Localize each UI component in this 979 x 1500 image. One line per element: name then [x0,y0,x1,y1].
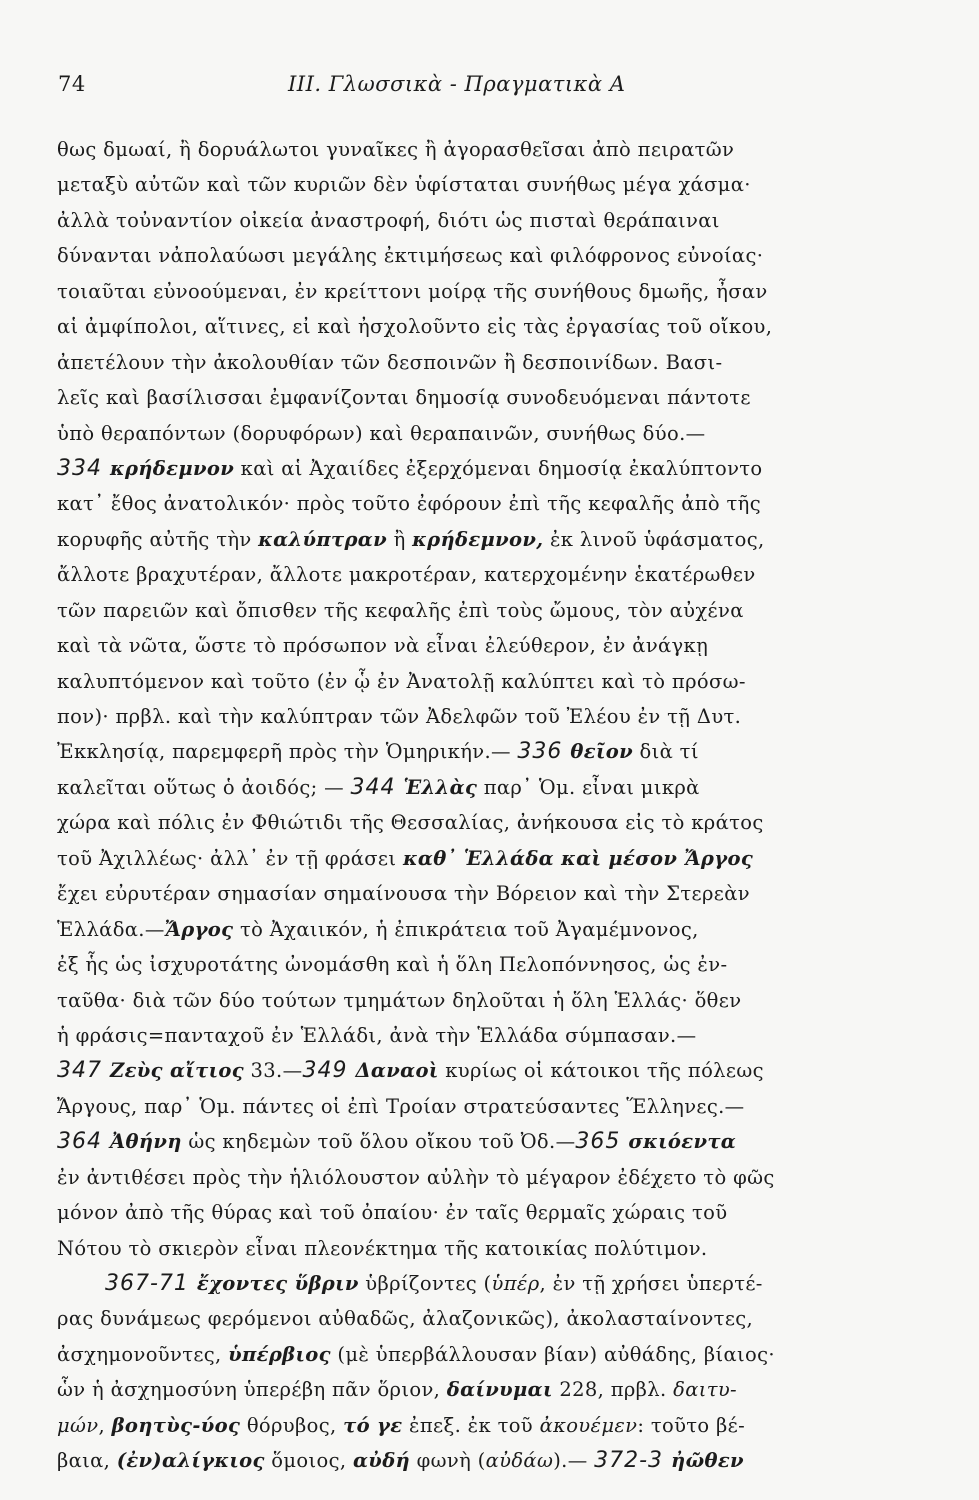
verse-number: 349 [302,1058,356,1084]
text-run: Ἄργους, παρ᾽ Ὁμ. πάντες οἱ ἐπὶ Τροίαν στρατεύσαντες Ἕλληνες.— [57,1094,745,1118]
text-line [57,1018,842,1053]
text-line [57,1231,842,1266]
text-line [57,451,842,486]
text-run: κορυφῆς αὐτῆς τὴν [57,527,259,551]
text-line [57,1443,842,1478]
text-run: αἱ ἀμφίπολοι, αἵτινες, εἰ καὶ ἠσχολοῦντο εἰς τὰς ἐργασίας τοῦ οἴκου, [57,315,773,339]
text-run: μεταξὺ αὐτῶν καὶ τῶν κυριῶν δὲν ὑφίσταται συνήθως μέγα χάσμα· [57,173,751,197]
text-run: ἄλλοτε βραχυτέραν, ἄλλοτε μακροτέραν, κατερχομένην ἑκατέρωθεν [57,563,756,587]
text-line [57,628,842,663]
text-run: ἀσχημονοῦντες, [57,1342,229,1366]
lemma: καλύπτραν [258,527,388,551]
text-line [57,734,842,769]
text-run: ).— [553,1449,595,1473]
text-run: Ἐκκλησίᾳ, παρεμφερῆ πρὸς τὴν Ὁμηρικήν.— [57,740,518,764]
verse-number: 367-71 [105,1271,197,1296]
text-run: ρας δυνάμεως φερόμενοι αὐθαδῶς, ἀλαζονικῶς), ἀκολασταίνοντες, [57,1307,754,1331]
body-text [57,132,842,1479]
lemma: Ἀθήνη [109,1130,182,1154]
text-run: ἡ φράσις=πανταχοῦ ἐν Ἑλλάδι, ἀνὰ τὴν Ἑλλάδα σύμπασαν.— [57,1023,697,1047]
text-run: δύνανται νἀπολαύωσι μεγάλης ἐκτιμήσεως καὶ φιλόφρονος εὐνοίας· [57,244,764,268]
lemma: Ἑλλὰς [403,775,478,799]
text-line [57,380,842,415]
text-run: (μὲ ὑπερβάλλουσαν βίαν) αὐθάδης, βίαιος· [330,1342,775,1366]
text-run: θόρυβος, [240,1413,344,1437]
text-run: ἔχει εὐρυτέραν σημασίαν σημαίνουσα τὴν Βόρειον καὶ τὴν Στερεὰν [57,882,750,906]
text-line [57,1195,842,1230]
text-run: ἀκουέμεν [539,1413,638,1437]
lemma: δαίνυμαι [446,1378,553,1402]
text-run: ἀπετέλουν τὴν ἀκολουθίαν τῶν δεσποινῶν ἢ δεσποινίδων. Βασι- [57,350,723,374]
text-line [57,1408,842,1443]
text-run: ἐξ ἧς ὡς ἰσχυροτάτης ὠνομάσθη καὶ ἡ ὅλη Πελοπόννησος, ὡς ἐν- [57,953,728,977]
text-run: κατ᾽ ἔθος ἀνατολικόν· πρὸς τοῦτο ἐφόρουν ἐπὶ τῆς κεφαλῆς ἀπὸ τῆς [57,492,761,516]
text-run: ὅμοιος, [264,1449,353,1473]
lemma: σκιόεντα [628,1130,737,1154]
lemma: Ἄργος [164,917,234,941]
text-line [57,203,842,238]
text-run: καὶ αἱ Ἀχαιίδες ἐξερχόμεναι δημοσίᾳ ἐκαλύπτοντο [234,456,763,480]
text-line [57,345,842,380]
text-run: δαιτυ- [673,1378,737,1402]
text-line [57,593,842,628]
text-run: , ἐν τῇ χρήσει ὑπερτέ- [539,1272,763,1295]
text-line [57,699,842,734]
text-run: : τοῦτο βέ- [637,1413,746,1437]
text-run: Ἑλλάδα.— [57,917,165,941]
text-line [57,486,842,521]
lemma: ἠῶθεν [671,1449,744,1473]
text-line [57,132,842,167]
text-run: 228, πρβλ. [552,1378,674,1402]
text-line [57,1124,842,1159]
text-line [57,770,842,805]
text-run: παρ᾽ Ὁμ. εἶναι μικρὰ [477,775,700,799]
verse-number: 364 [57,1129,110,1155]
lemma: Δαναοὶ [355,1059,439,1083]
text-run: ἀλλὰ τοὐναντίον οἰκεία ἀναστροφή, διότι ὡς πισταὶ θεράπαιναι [57,208,720,232]
text-run: τῶν παρειῶν καὶ ὄπισθεν τῆς κεφαλῆς ἐπὶ τοὺς ὤμους, τὸν αὐχένα [57,598,744,622]
text-run: Νότου τὸ σκιερὸν εἶναι πλεονέκτημα τῆς κατοικίας πολύτιμον. [57,1236,708,1260]
text-run: ὑπέρ [491,1272,540,1295]
text-run: τὸ Ἀχαιικόν, ἡ ἐπικράτεια τοῦ Ἀγαμέμνονος, [233,917,699,941]
verse-number: 365 [575,1129,629,1155]
verse-number: 344 [350,774,404,800]
text-run: ὧν ἡ ἀσχημοσύνη ὑπερέβη πᾶν ὅριον, [57,1378,447,1402]
text-line [57,841,842,876]
text-run: 33.— [244,1059,303,1083]
text-line [57,309,842,344]
text-run: μών [57,1413,99,1437]
text-run: μόνον ἀπὸ τῆς θύρας καὶ τοῦ ὀπαίου· ἐν ταῖς θερμαῖς χώραις τοῦ [57,1201,728,1225]
text-run: λεῖς καὶ βασίλισσαι ἐμφανίζονται δημοσίᾳ συνοδευόμεναι πάντοτε [57,386,751,410]
lemma: καθ᾽ Ἑλλάδα καὶ μέσον Ἄργος [402,846,754,870]
text-line [57,805,842,840]
text-line [57,522,842,557]
running-title: III. Γλωσσικὰ - Πραγματικὰ Α [288,72,626,96]
text-run: ὡς κηδεμὼν τοῦ ὅλου οἴκου τοῦ Ὀδ.— [181,1130,576,1154]
text-run: πον)· πρβλ. καὶ τὴν καλύπτραν τῶν Ἀδελφῶν τοῦ Ἐλέου ἐν τῇ Δυτ. [57,705,742,728]
text-run: αὐδάω [485,1449,554,1473]
text-line [57,1053,842,1088]
text-line [57,983,842,1018]
verse-number: 347 [57,1058,110,1084]
text-run: ἐπεξ. ἐκ τοῦ [402,1413,540,1437]
lemma: τό γε [343,1413,403,1437]
lemma: ἔχοντες ὕβριν [196,1272,359,1295]
text-run: ἢ [387,527,413,551]
page-number: 74 [58,72,86,96]
text-run: χώρα καὶ πόλις ἐν Φθιώτιδι τῆς Θεσσαλίας, ἀνήκουσα εἰς τὸ κράτος [57,811,764,835]
text-run: τοῦ Ἀχιλλέως· ἀλλ᾽ ἐν τῇ φράσει [57,846,403,870]
text-run: ταῦθα· διὰ τῶν δύο τούτων τμημάτων δηλοῦται ἡ ὅλη Ἑλλάς· ὅθεν [57,988,742,1012]
text-line [57,238,842,273]
text-line [57,1089,842,1124]
lemma: βοητὺς-ύος [111,1413,241,1437]
lemma: θεῖον [570,740,633,764]
text-run: βαια, [57,1449,117,1473]
text-run: ἐκ λινοῦ ὑφάσματος, [543,527,765,551]
text-run: ὑπὸ θεραπόντων (δορυφόρων) καὶ θεραπαινῶν, συνήθως δύο.— [57,421,706,445]
text-line [57,664,842,699]
text-line [57,274,842,309]
text-run: κυρίως οἱ κάτοικοι τῆς πόλεως [438,1059,764,1083]
verse-number: 334 [57,455,110,481]
text-line [57,1266,842,1301]
text-line [57,876,842,911]
text-run: φωνὴ ( [410,1449,486,1473]
text-line [57,557,842,592]
page-header [58,72,918,106]
text-run: καλεῖται οὕτως ὁ ἀοιδός; — [57,775,351,799]
text-run: τοιαῦται εὐνοούμεναι, ἐν κρείττονι μοίρᾳ τῆς συνήθους δμωῆς, ἦσαν [57,279,768,303]
text-run: διὰ τί [632,740,699,764]
text-line [57,1160,842,1195]
text-run: καὶ τὰ νῶτα, ὥστε τὸ πρόσωπον νὰ εἶναι ἐλεύθερον, ἐν ἀνάγκῃ [57,634,709,658]
text-run: θως δμωαί, ἢ δορυάλωτοι γυναῖκες ἢ ἀγορασθεῖσαι ἀπὸ πειρατῶν [57,138,735,161]
text-line [57,947,842,982]
lemma: Ζεὺς αἴτιος [109,1059,244,1083]
text-run: ἐν ἀντιθέσει πρὸς τὴν ἡλιόλουστον αὐλὴν τὸ μέγαρον ἐδέχετο τὸ φῶς [57,1165,775,1189]
text-line [57,1372,842,1407]
lemma: αὐδή [352,1449,411,1473]
text-line [57,416,842,451]
lemma: ὑπέρβιος [228,1342,331,1366]
text-run: ὑβρίζοντες ( [358,1272,492,1295]
verse-number: 372-3 [594,1448,672,1474]
lemma: κρήδεμνον, [412,527,544,551]
text-line [57,1301,842,1336]
verse-number: 336 [517,739,571,765]
text-line [57,912,842,947]
text-line [57,1337,842,1372]
text-line [57,167,842,202]
lemma: κρήδεμνον [109,456,235,480]
text-run: , [98,1413,112,1437]
text-run: καλυπτόμενον καὶ τοῦτο (ἐν ᾧ ἐν Ἀνατολῇ καλύπτει καὶ τὸ πρόσω- [57,669,746,693]
lemma: (ἐν)αλίγκιος [116,1449,265,1473]
